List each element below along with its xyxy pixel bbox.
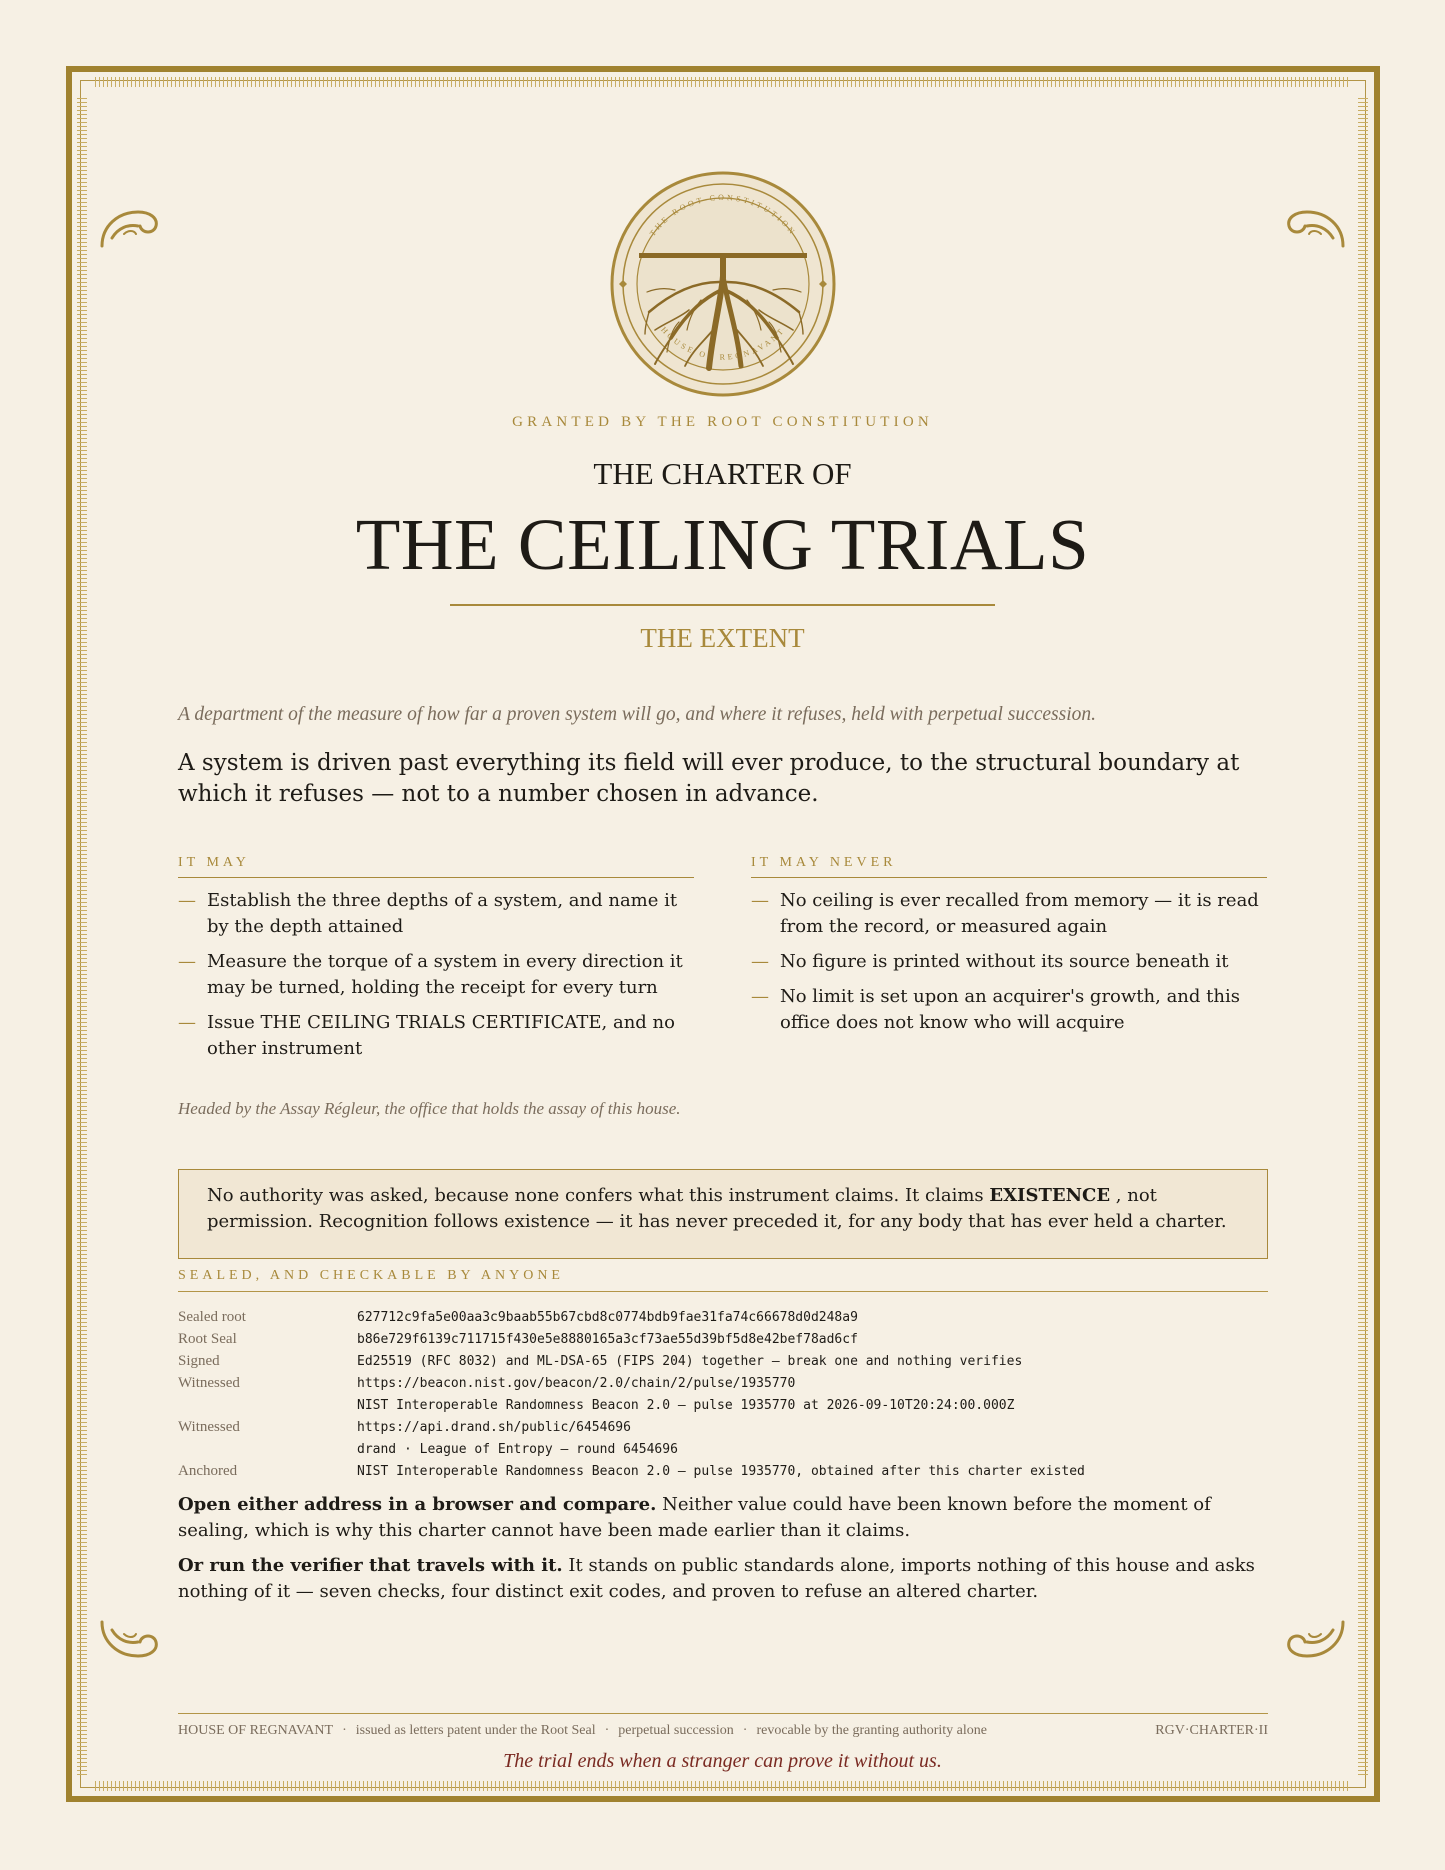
compare-paragraph: Open either address in a browser and compare. Neither value could have been known before the moment of sealing, which is why this charter cannot have been made earlier than it claims.: [178, 1494, 1211, 1541]
svg-text:HOUSE OF REGNAVANT: HOUSE OF REGNAVANT: [659, 325, 787, 362]
dash-bullet: —: [178, 1012, 196, 1033]
it-may-never-heading: IT MAY NEVER: [751, 855, 1267, 878]
list-item: — No figure is printed without its source beneath it: [751, 949, 1267, 975]
page-title: THE CEILING TRIALS: [355, 504, 1090, 585]
it-may-list: [178, 888, 694, 1062]
nist-beacon-link[interactable]: https://beacon.nist.gov/beacon/2.0/chain/2/pulse/1935770: [357, 1375, 796, 1391]
flourish-bottom-right-icon: [1283, 1618, 1347, 1664]
sealed-root-hash[interactable]: 627712c9fa5e00aa3c9baab55b67cbd8c0774bdb9fae31fa74c66678d0d248a9: [357, 1309, 858, 1325]
register-row: Witnessed https://api.drand.sh/public/6454696: [178, 1418, 631, 1435]
register-row: Root Seal b86e729f6139c711715f430e5e8880165a3cf73ae55d39bf5d8e42bef78ad6cf: [178, 1330, 858, 1347]
flourish-top-left-icon: [98, 204, 162, 250]
it-may-never-list: [751, 888, 1267, 1036]
list-item: — Issue THE CEILING TRIALS CERTIFICATE, and no other instrument: [178, 1012, 675, 1059]
existence-emphasis: EXISTENCE: [989, 1185, 1111, 1206]
headed-by-note: Headed by the Assay Régleur, the office that holds the assay of this house.: [178, 1099, 681, 1118]
verifier-paragraph: Or run the verifier that travels with it. It stands on public standards alone, imports nothing of this house and asks nothing of it — seven checks, four distinct exit codes, and proven to refuse an altered charter.: [178, 1555, 1255, 1602]
footer: [178, 1723, 1268, 1739]
root-constitution-seal-icon: [609, 170, 837, 398]
register-row: Anchored NIST Interoperable Randomness Beacon 2.0 — pulse 1935770, obtained after this charter existed: [178, 1462, 1085, 1479]
dash-bullet: —: [751, 890, 769, 911]
lead-statement: A system is driven past everything its field will ever produce, to the structural boundary at which it refuses — not to a number chosen in advance.: [178, 750, 1240, 807]
drand-link[interactable]: https://api.drand.sh/public/6454696: [357, 1419, 631, 1435]
title-divider: [450, 604, 995, 606]
motto: The trial ends when a stranger can prove it without us.: [503, 1750, 942, 1772]
flourish-bottom-left-icon: [98, 1618, 162, 1664]
dash-bullet: —: [178, 951, 196, 972]
footer-divider: [178, 1713, 1268, 1714]
register-row: Signed Ed25519 (RFC 8032) and ML-DSA-65 (FIPS 204) together — break one and nothing verifies: [178, 1352, 1023, 1369]
root-seal-hash[interactable]: b86e729f6139c711715f430e5e8880165a3cf73ae55d39bf5d8e42bef78ad6cf: [357, 1331, 858, 1347]
granted-line: GRANTED BY THE ROOT CONSTITUTION: [512, 414, 933, 430]
footer-issuance: HOUSE OF REGNAVANT · issued as letters patent under the Root Seal · perpetual succession · revocable by the granting authority alone: [178, 1723, 987, 1738]
dash-bullet: —: [751, 986, 769, 1007]
section-subtitle: THE EXTENT: [640, 623, 805, 653]
register-row: drand · League of Entropy — round 6454696: [357, 1441, 678, 1457]
existence-claim-box: No authority was asked, because none confers what this instrument claims. It claims EXISTENCE , not permission. Recognition follows existence — it has never preceded it, for any body that has ever held a charter.: [178, 1169, 1268, 1259]
sealed-heading: SEALED, AND CHECKABLE BY ANYONE: [178, 1268, 1268, 1292]
charter-reference: RGV·CHARTER·II: [1155, 1723, 1268, 1738]
list-item: — Establish the three depths of a system, and name it by the depth attained: [178, 890, 678, 937]
register-row: NIST Interoperable Randomness Beacon 2.0 — pulse 1935770 at 2026-09-10T20:24:00.000Z: [357, 1397, 1015, 1413]
it-may-heading: IT MAY: [178, 855, 694, 878]
register-row: Sealed root 627712c9fa5e00aa3c9baab55b67cbd8c0774bdb9fae31fa74c66678d0d248a9: [178, 1308, 858, 1325]
it-may-column: [178, 855, 694, 1071]
it-may-never-column: [751, 855, 1267, 1045]
dash-bullet: —: [751, 951, 769, 972]
department-description: A department of the measure of how far a proven system will go, and where it refuses, held with perpetual succession.: [178, 704, 1097, 725]
list-item: — No limit is set upon an acquirer's growth, and this office does not know who will acquire: [751, 986, 1240, 1033]
list-item: — Measure the torque of a system in every direction it may be turned, holding the receipt for every turn: [178, 951, 683, 998]
list-item: — No ceiling is ever recalled from memory — it is read from the record, or measured again: [751, 890, 1259, 937]
svg-text:THE ROOT CONSTITUTION: THE ROOT CONSTITUTION: [647, 192, 799, 238]
register-row: Witnessed https://beacon.nist.gov/beacon/2.0/chain/2/pulse/1935770: [178, 1374, 796, 1391]
pre-title: THE CHARTER OF: [593, 456, 852, 491]
seal-register: [178, 1306, 1268, 1482]
dash-bullet: —: [178, 890, 196, 911]
flourish-top-right-icon: [1283, 204, 1347, 250]
